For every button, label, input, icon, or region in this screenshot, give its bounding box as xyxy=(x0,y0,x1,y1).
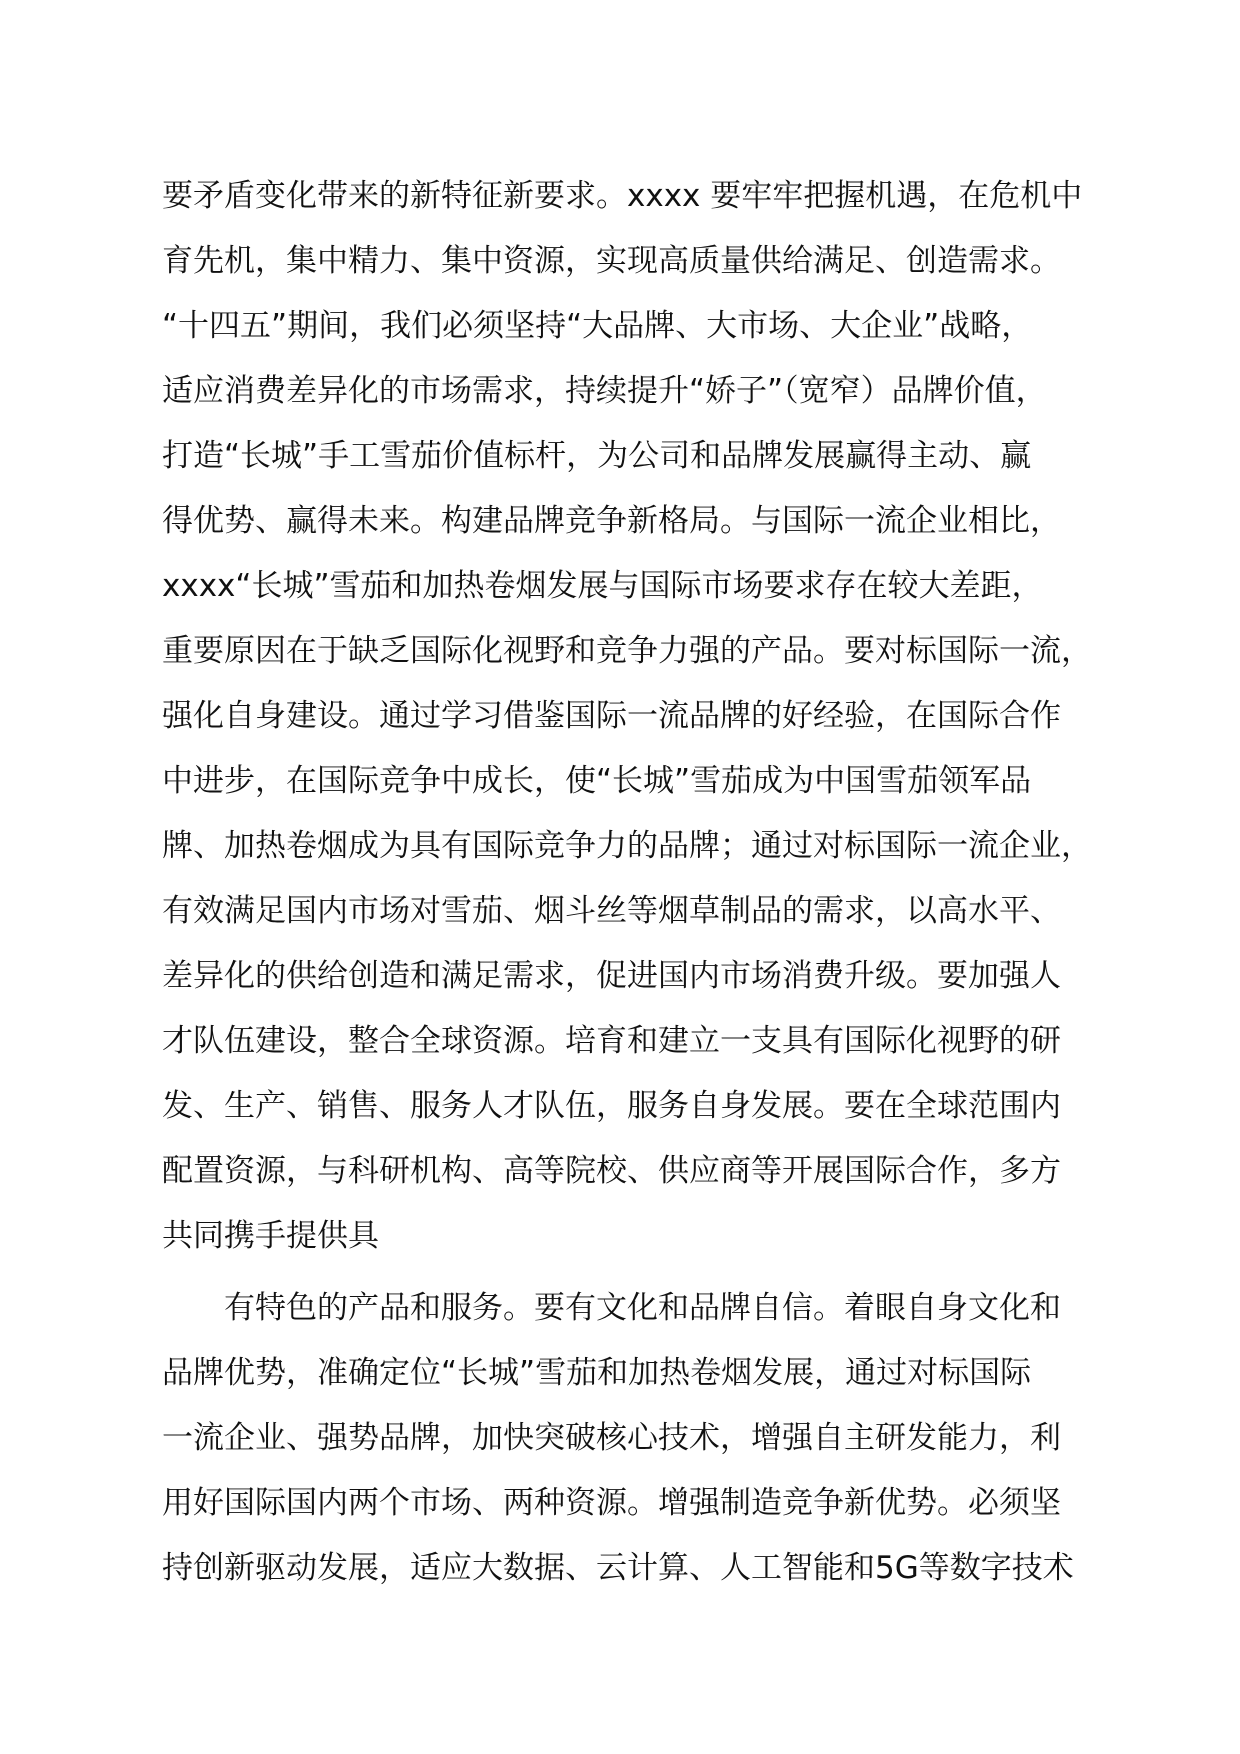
text-line: 品牌优势，准确定位“长城”雪茄和加热卷烟发展，通过对标国际 xyxy=(162,1355,1032,1391)
text-line: 育先机，集中精力、集中资源，实现高质量供给满足、创造需求。 xyxy=(162,243,1061,279)
text-line: 中进步，在国际竞争中成长，使“长城”雪茄成为中国雪茄领军品 xyxy=(162,763,1032,799)
text-line: 差异化的供给创造和满足需求，促进国内市场消费升级。要加强人 xyxy=(162,958,1061,994)
text-line: 牌、加热卷烟成为具有国际竞争力的品牌；通过对标国际一流企业， xyxy=(162,828,1092,864)
text-line: 配置资源，与科研机构、高等院校、供应商等开展国际合作，多方 xyxy=(162,1153,1061,1189)
paragraph-2 xyxy=(162,1276,1122,1601)
text-line: “十四五”期间，我们必须坚持“大品牌、大市场、大企业”战略， xyxy=(162,308,1033,344)
text-line: 打造“长城”手工雪茄价值标杆，为公司和品牌发展赢得主动、赢 xyxy=(162,438,1032,474)
text-line: 得优势、赢得未来。构建品牌竞争新格局。与国际一流企业相比， xyxy=(162,503,1061,539)
text-line: 一流企业、强势品牌，加快突破核心技术，增强自主研发能力，利 xyxy=(162,1420,1061,1456)
text-line: xxxx“长城”雪茄和加热卷烟发展与国际市场要求存在较大差距， xyxy=(162,568,1043,604)
text-line: 用好国际国内两个市场、两种资源。增强制造竞争新优势。必须坚 xyxy=(162,1485,1061,1521)
text-line: 才队伍建设，整合全球资源。培育和建立一支具有国际化视野的研 xyxy=(162,1023,1061,1059)
text-line: 强化自身建设。通过学习借鉴国际一流品牌的好经验，在国际合作 xyxy=(162,698,1061,734)
text-line: 适应消费差异化的市场需求，持续提升“娇子”（宽窄）品牌价值， xyxy=(162,373,1047,409)
text-line: 持创新驱动发展，适应大数据、云计算、人工智能和5G等数字技术 xyxy=(162,1550,1074,1586)
text-line: 有效满足国内市场对雪茄、烟斗丝等烟草制品的需求，以高水平、 xyxy=(162,893,1061,929)
text-line: 有特色的产品和服务。要有文化和品牌自信。着眼自身文化和 xyxy=(224,1290,1061,1326)
paragraph-1 xyxy=(162,164,1122,1269)
text-line: 共同携手提供具 xyxy=(162,1218,379,1254)
text-line: 重要原因在于缺乏国际化视野和竞争力强的产品。要对标国际一流， xyxy=(162,633,1092,669)
text-line: 要矛盾变化带来的新特征新要求。xxxx 要牢牢把握机遇，在危机中 xyxy=(162,178,1083,214)
text-line: 发、生产、销售、服务人才队伍，服务自身发展。要在全球范围内 xyxy=(162,1088,1061,1124)
